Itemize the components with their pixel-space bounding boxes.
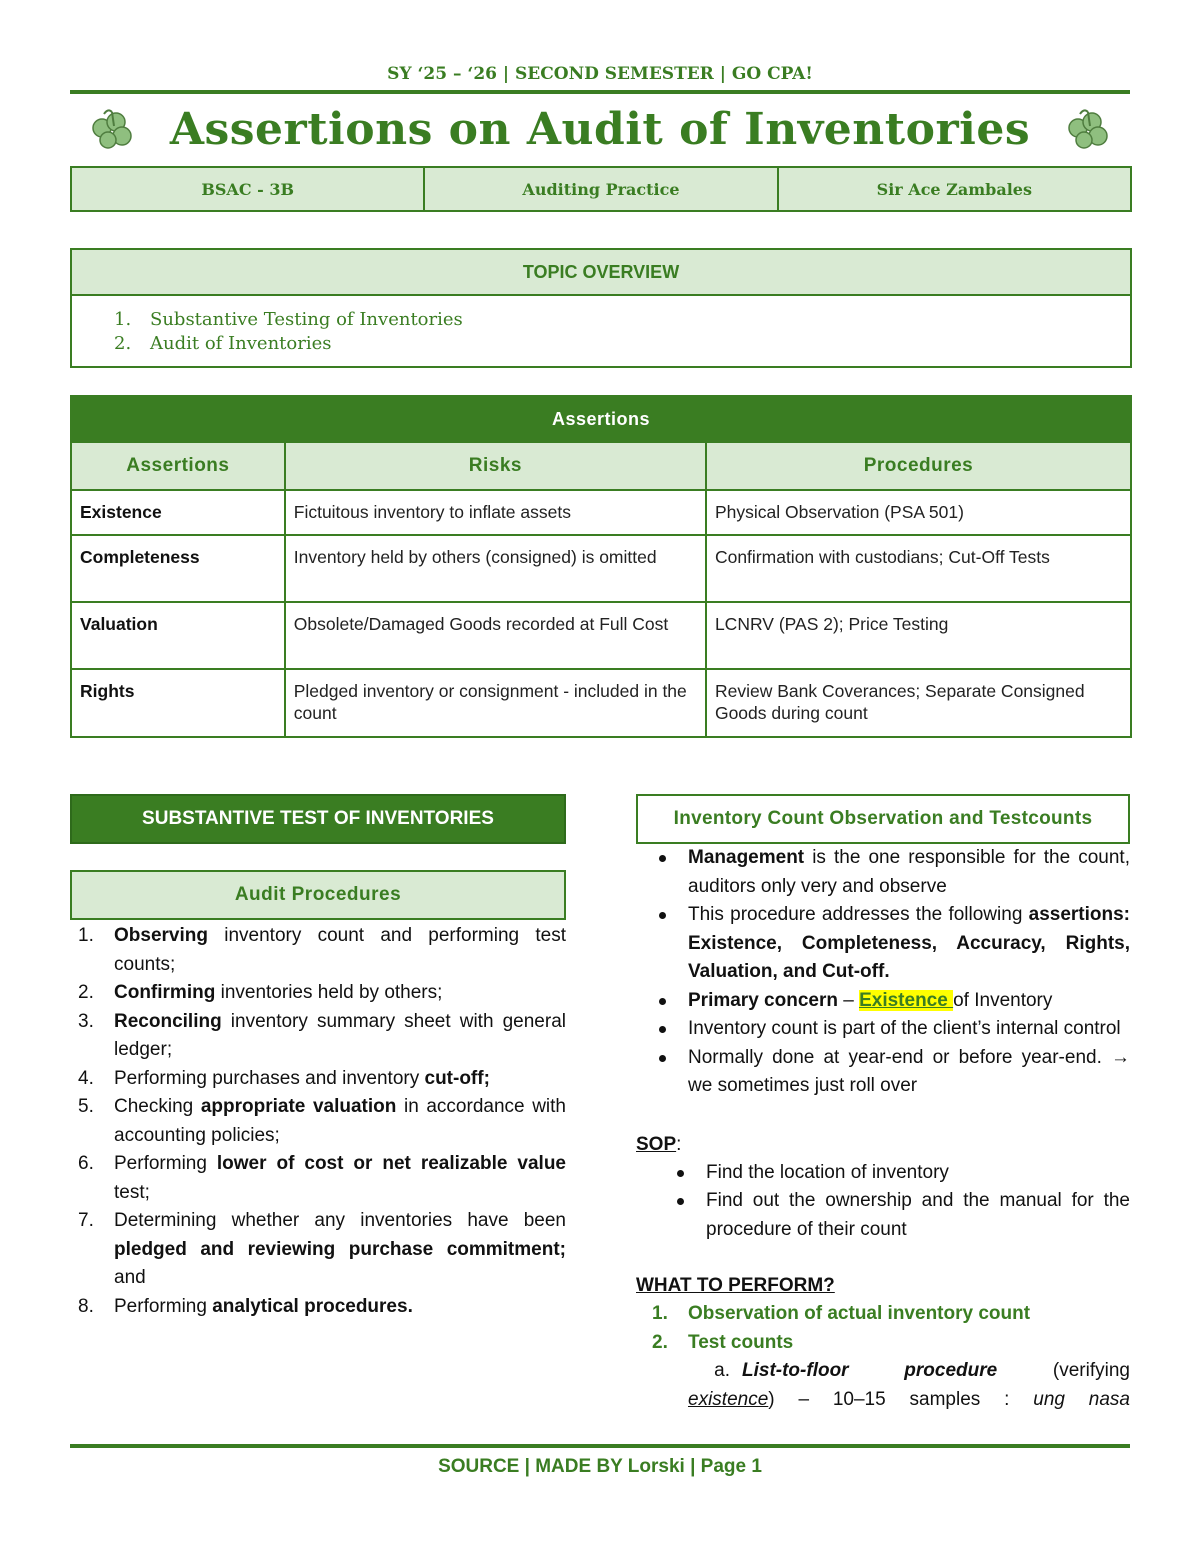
instructor-label: Sir Ace Zambales xyxy=(876,179,1032,199)
table-row xyxy=(71,669,1131,737)
table-cell: Obsolete/Damaged Goods recorded at Full Cost xyxy=(285,602,706,669)
header-top-line: SY ‘25 – ‘26 | SECOND SEMESTER | GO CPA! xyxy=(387,64,813,84)
audit-procedures-heading: Audit Procedures xyxy=(70,870,566,920)
bullet-icon xyxy=(636,901,688,987)
list-text: Observation of actual inventory count xyxy=(688,1303,1031,1324)
bold-text: Management xyxy=(688,847,805,868)
underlined-text: existence xyxy=(688,1388,769,1410)
table-cell: Inventory held by others (consigned) is omitted xyxy=(285,535,706,602)
text: inventory summary sheet with general ledger; xyxy=(114,1010,566,1060)
list-item xyxy=(70,979,566,1008)
table-cell: Confirmation with custodians; Cut-Off Tests xyxy=(706,535,1131,602)
list-item xyxy=(636,844,1130,901)
text: and xyxy=(114,1267,146,1288)
audit-procedures-list xyxy=(70,922,566,1321)
table-cell: Existence xyxy=(71,490,285,535)
table-cell: Rights xyxy=(71,669,285,737)
table-row xyxy=(71,602,1131,669)
bold-text: assertions: Existence, Completeness, Accuracy, Rights, Valuation, and Cut-off. xyxy=(688,904,1130,982)
list-item xyxy=(70,1293,566,1322)
footer: SOURCE | MADE BY Lorski | Page 1 xyxy=(438,1456,762,1477)
list-number: 6. xyxy=(78,1153,94,1174)
list-number: 1. xyxy=(78,925,94,946)
list-number: 3. xyxy=(78,1010,94,1032)
topic-overview-heading: TOPIC OVERVIEW xyxy=(72,250,1130,296)
bullet-icon xyxy=(636,1015,688,1044)
text: Checking xyxy=(114,1096,201,1117)
list-number: 7. xyxy=(78,1210,94,1231)
list-number: 8. xyxy=(78,1295,94,1317)
sop-list xyxy=(636,1159,1130,1245)
bold-text: appropriate valuation xyxy=(200,1096,397,1117)
bold-text: Reconciling xyxy=(114,1010,222,1032)
column-header: Risks xyxy=(285,442,706,490)
list-item xyxy=(636,1329,1130,1358)
bold-text: pledged and reviewing purchase commitment; xyxy=(114,1238,566,1260)
bold-text: List-to-floor procedure xyxy=(742,1360,998,1381)
bullet-icon xyxy=(636,844,688,901)
list-item xyxy=(114,308,1130,332)
list-item xyxy=(636,1357,1130,1386)
bold-text: cut-off; xyxy=(424,1067,490,1089)
header-rule xyxy=(70,90,1130,94)
list-number: 2. xyxy=(114,333,132,354)
topic-overview-box xyxy=(70,248,1132,368)
substantive-section xyxy=(70,794,566,1321)
table-cell: Fictuitous inventory to inflate assets xyxy=(285,490,706,535)
text: in accordance with accounting policies; xyxy=(114,1096,566,1146)
bullet-icon xyxy=(636,1044,688,1101)
list-number: 1. xyxy=(652,1303,668,1324)
list-text: Test counts xyxy=(688,1331,794,1353)
list-item xyxy=(636,901,1130,987)
text: Performing purchases and inventory xyxy=(114,1067,425,1089)
column-header: Procedures xyxy=(706,442,1131,490)
list-text: Audit of Inventories xyxy=(150,333,332,354)
column-header: Assertions xyxy=(71,442,285,490)
list-number: 2. xyxy=(652,1331,668,1353)
text: inventories held by others; xyxy=(215,982,443,1003)
list-item xyxy=(70,1008,566,1065)
list-item xyxy=(636,987,1130,1016)
list-number: 2. xyxy=(78,982,94,1003)
list-item xyxy=(70,1150,566,1207)
table-cell: Physical Observation (PSA 501) xyxy=(706,490,1131,535)
count-observation-section xyxy=(636,794,1130,1414)
course-meta-row xyxy=(70,166,1132,212)
text: Determining whether any inventories have been xyxy=(114,1210,566,1231)
list-text: Substantive Testing of Inventories xyxy=(150,309,463,330)
text: Performing xyxy=(114,1153,217,1174)
list-number: 1. xyxy=(114,309,132,330)
table-title: Assertions xyxy=(71,396,1131,442)
list-item-continuation xyxy=(636,1386,1130,1415)
count-observation-heading: Inventory Count Observation and Testcounts xyxy=(636,794,1130,844)
what-to-perform-label: WHAT TO PERFORM? xyxy=(636,1275,835,1296)
table-cell: Valuation xyxy=(71,602,285,669)
page-title: Assertions on Audit of Inventories xyxy=(169,103,1031,155)
bold-text: Observing xyxy=(114,925,208,946)
text: of Inventory xyxy=(953,989,1053,1011)
list-item xyxy=(70,1065,566,1094)
italic-text: ung nasa xyxy=(1033,1388,1130,1410)
sop-label-text: SOP xyxy=(636,1133,677,1155)
table-cell: LCNRV (PAS 2); Price Testing xyxy=(706,602,1131,669)
title-row xyxy=(70,98,1130,160)
list-item xyxy=(70,922,566,979)
list-item: Normally done at year-end or before year-end. → we sometimes just roll over xyxy=(636,1044,1130,1101)
bold-text: lower of cost or net realizable value xyxy=(216,1153,566,1174)
list-item: Find out the ownership and the manual for the procedure of their count xyxy=(654,1187,1130,1244)
highlighted-text: Existence xyxy=(859,989,954,1011)
text: is the one responsible for the count, auditors only very and observe xyxy=(688,847,1130,897)
colon: : xyxy=(676,1133,682,1155)
sop-label xyxy=(636,1131,1130,1159)
footer-rule xyxy=(70,1444,1130,1448)
clover-icon xyxy=(1060,104,1116,154)
bullet-icon xyxy=(654,1187,706,1244)
table-cell: Completeness xyxy=(71,535,285,602)
table-cell: Pledged inventory or consignment - included in the count xyxy=(285,669,706,737)
bold-text: Confirming xyxy=(114,982,216,1003)
substantive-banner: SUBSTANTIVE TEST OF INVENTORIES xyxy=(70,794,566,844)
section-label: BSAC - 3B xyxy=(72,168,425,210)
text: (verifying xyxy=(997,1360,1130,1381)
assertions-table xyxy=(70,395,1132,738)
text: Performing xyxy=(114,1295,213,1317)
text: – xyxy=(837,989,860,1011)
list-number: 4. xyxy=(78,1067,94,1089)
list-item: Inventory count is part of the client’s internal control xyxy=(636,1015,1130,1044)
list-number: a. xyxy=(714,1360,730,1381)
text: test; xyxy=(114,1181,150,1203)
text: This procedure addresses the following xyxy=(688,904,1029,925)
bullet-icon xyxy=(636,987,688,1016)
list-item xyxy=(636,1300,1130,1329)
table-row xyxy=(71,490,1131,535)
list-number: 5. xyxy=(78,1096,94,1117)
text: ) – 10–15 samples : xyxy=(768,1388,1034,1410)
bullet-icon xyxy=(654,1159,706,1188)
list-item: Find the location of inventory xyxy=(654,1159,1130,1188)
table-row xyxy=(71,535,1131,602)
bold-text: analytical procedures. xyxy=(212,1295,413,1317)
topic-overview-list xyxy=(72,296,1130,366)
clover-icon xyxy=(84,104,140,154)
bullet-list xyxy=(636,844,1130,1101)
list-item xyxy=(70,1207,566,1293)
table-cell: Review Bank Coverances; Separate Consigned Goods during count xyxy=(706,669,1131,737)
list-item xyxy=(114,332,1130,356)
text: inventory count and performing test counts; xyxy=(114,925,566,975)
subject-label: Auditing Practice xyxy=(425,168,778,210)
bold-text: Primary concern xyxy=(688,989,838,1011)
list-item xyxy=(70,1093,566,1150)
